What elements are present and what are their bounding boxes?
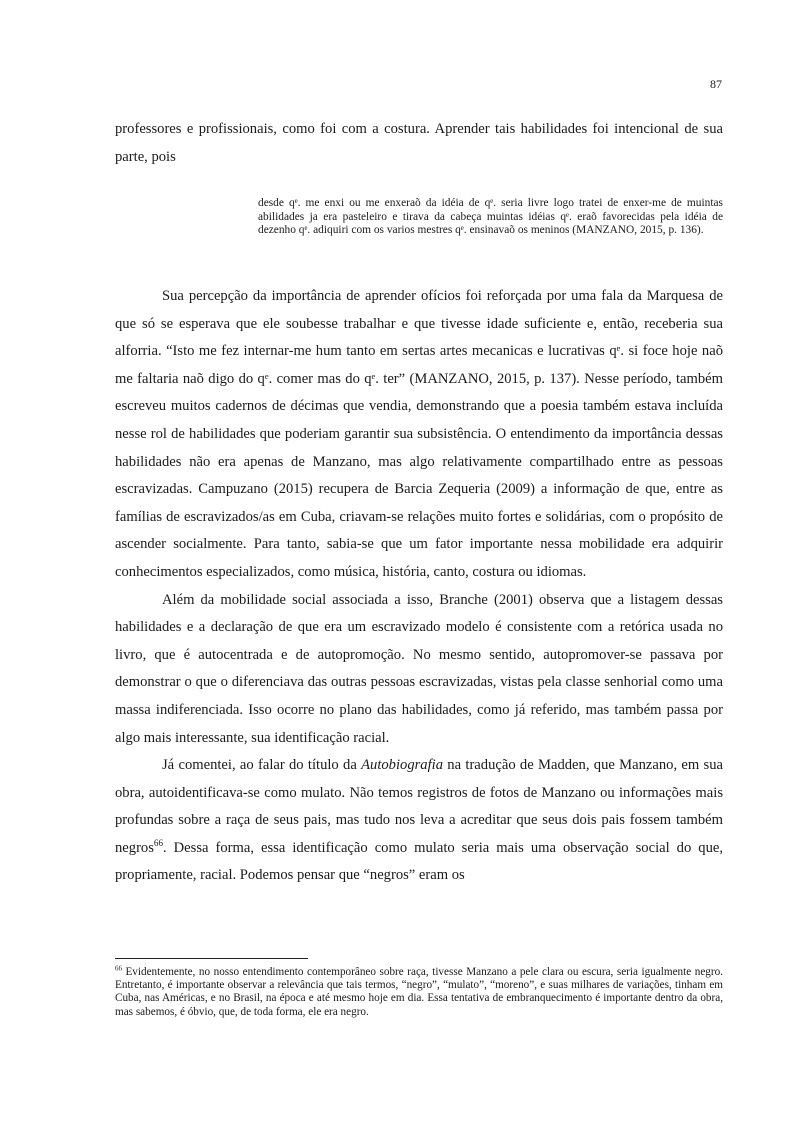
intro-paragraph-block bbox=[115, 116, 723, 171]
footnote-number: 66 bbox=[115, 964, 122, 973]
paragraph-4 bbox=[115, 752, 723, 890]
footnote-divider bbox=[115, 958, 308, 959]
paragraph-4-after-ref: . Dessa forma, essa identificação como mulato seria mais uma observação social do que, propriamente, racial. Podemos pensar que “negros” eram os bbox=[115, 839, 723, 884]
block-quote bbox=[258, 197, 723, 238]
main-text bbox=[115, 283, 723, 890]
block-quote-text: desde qᵉ. me enxi ou me enxeraõ da idéia de qᵉ. seria livre logo tratei de enxer-me de muintas abilidades ja era pasteleiro e tirava da cabeça muintas idéias qᵉ. eraõ favorecidas pela idéia de dezenho qᵉ. adiquiri com os varios mestres qᵉ. ensinavaõ os meninos (MANZANO, 2015, p. 136). bbox=[258, 197, 723, 237]
paragraph-2: Sua percepção da importância de aprender ofícios foi reforçada por uma fala da Marquesa de que só se esperava que ele soubesse trabalhar e que tivesse idade suficiente e, então, receberia sua alforria. “Isto me fez internar-me hum tanto em sertas artes mecanicas e lucrativas qᵉ. si foce hoje naõ me faltaria naõ digo do qᵉ. comer mas do qᵉ. ter” (MANZANO, 2015, p. 137). Nesse período, também escreveu muitos cadernos de décimas que vendia, demonstrando que a poesia também estava incluída nesse rol de habilidades que poderiam garantir sua subsistência. O entendimento da importância dessas habilidades não era apenas de Manzano, mas algo relativamente compartilhado entre as pessoas escravizadas. Campuzano (2015) recupera de Barcia Zequeria (2009) a informação de que, entre as famílias de escravizados/as em Cuba, criavam-se relações muito fortes e solidárias, com o propósito de ascender socialmente. Para tanto, sabia-se que um fator importante nessa mobilidade era adquirir conhecimentos especializados, como música, história, canto, costura ou idiomas. bbox=[115, 288, 723, 580]
footnote bbox=[115, 966, 723, 1019]
paragraph-4-before-title: Já comentei, ao falar do título da bbox=[162, 757, 362, 774]
paragraph-3: Além da mobilidade social associada a isso, Branche (2001) observa que a listagem dessas habilidades e a declaração de que era um escravizado modelo é consistente com a retórica usada no livro, que é autocentrada e de autopromoção. No mesmo sentido, autopromover-se passava por demonstrar o que o diferenciava das outras pessoas escravizadas, vistas pela classe senhorial como uma massa indiferenciada. Isso ocorre no plano das habilidades, como já referido, mas também passa por algo mais interessante, sua identificação racial. bbox=[115, 591, 723, 746]
paragraph-4-after-title: na tradução de Madden, que Manzano, em sua obra, autoidentificava-se como mulato. Não temos registros de fotos de Manzano ou informações mais profundas sobre a raça de seus pais, mas tudo nos leva a acreditar que seus dois pais fossem também negros bbox=[115, 757, 723, 856]
book-title: Autobiografia bbox=[361, 757, 443, 774]
footnote-text: Evidentemente, no nosso entendimento contemporâneo sobre raça, tivesse Manzano a pele clara ou escura, seria igualmente negro. Entretanto, é importante observar a relevância que tais termos, “negro”, “mulato”, “moreno”, e suas milhares de variações, tinham em Cuba, nas Américas, e no Brasil, na época e até mesmo hoje em dia. Essa tentativa de embranquecimento é importante dentro da obra, mas sabemos, é óbvio, que, de toda forma, ele era negro. bbox=[115, 966, 723, 1018]
footnote-reference[interactable]: 66 bbox=[153, 838, 163, 849]
intro-paragraph: professores e profissionais, como foi com a costura. Aprender tais habilidades foi intencional de sua parte, pois bbox=[115, 121, 723, 165]
footnote-text-block bbox=[115, 966, 723, 1019]
page-number: 87 bbox=[710, 77, 722, 91]
